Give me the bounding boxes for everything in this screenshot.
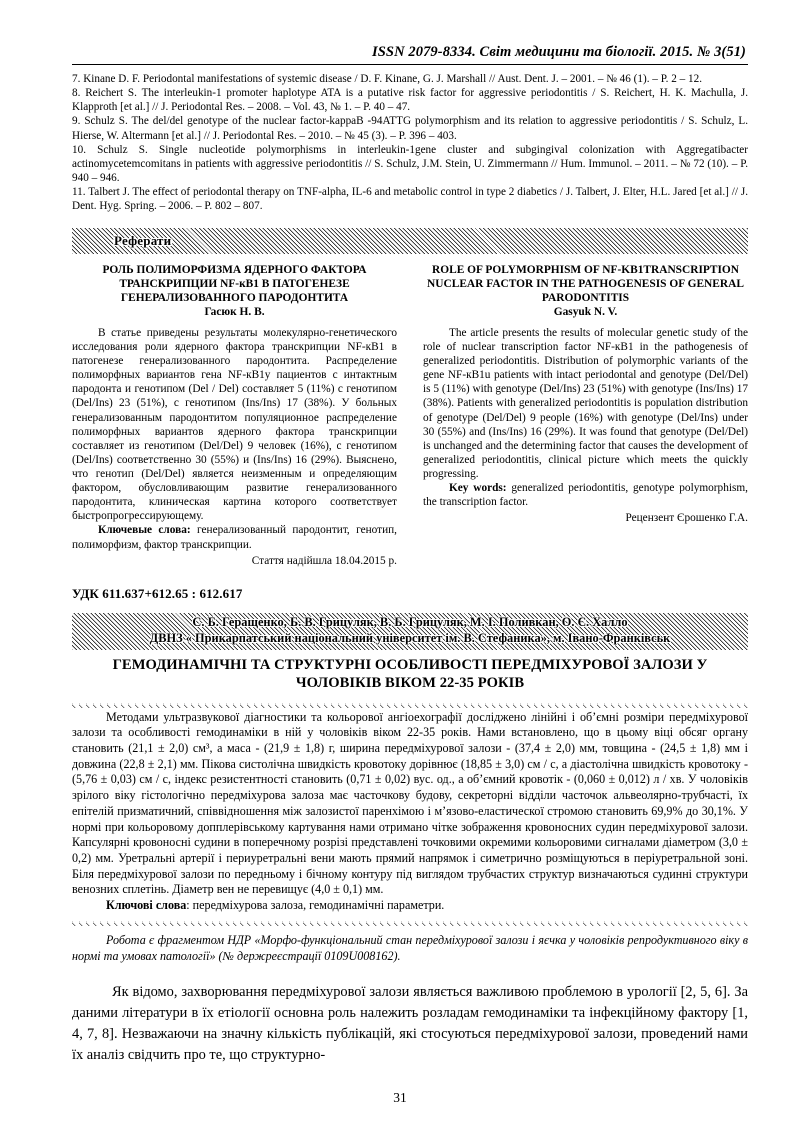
separator-zigzag-top xyxy=(72,701,748,708)
author-names: С. Б. Геращенко, Б. В. Грицуляк, В. Б. Грицуляк, М. І. Поливкан, О. Є. Халло xyxy=(192,614,628,629)
abstract-keywords-ru xyxy=(72,523,397,551)
abstract-title-en: ROLE OF POLYMORPHISM OF NF-KB1TRANSCRIPTION NUCLEAR FACTOR IN THE PATHOGENESIS OF GENERAL PARODONTITIS xyxy=(427,263,744,304)
author-affiliation: ДВНЗ « Прикарпатський національний університет ім. В. Стефаника», м. Івано-Франківськ xyxy=(149,630,671,645)
header-rule xyxy=(72,64,748,65)
abstracts-columns xyxy=(72,263,748,568)
abstract-keywords-text-en: generalized periodontitis, genotype polymorphism, the transcription factor. xyxy=(423,482,749,509)
abstract-author-en: Gasyuk N. V. xyxy=(553,306,618,319)
abstract-column-en xyxy=(423,263,748,568)
abstract-body-ru: В статье приведены результаты молекулярно-генетического исследования роли ядерного фактора транскрипции NF-кВ1 в патогенезе генерализованного пародонтита. Распределение полиморфных вариантов гена NF-кВ1у пациентов с интактным пародонта и генотипом (Del / Del) составляет 5 (11%) с генотипом (Del/Ins) 23 (51%), с генотипом (Ins/Ins) 17 (38%). У больных генерализованным пародонтитом популяционное распределение полиморфных вариантов ядерного фактора транскрипции составляет из генотипом (Del/Del) 9 человек (16%), с генотипом (Del/Ins) соответственно 30 (55%) и (Ins/Ins) 16 (29%). Выяснено, что генотип (Del/Del) является неизменным и определяющим фактором, обусловливающим развитие генерализованного пародонтита, клиническая картина которого соответствует быстропрогрессирующему. xyxy=(72,326,397,523)
reference-item: 7. Kinane D. F. Periodontal manifestations of systemic disease / D. F. Kinane, G. J. Marshall // Aust. Dent. J. – 2001. – № 46 (1). – P. 2 – 12. xyxy=(72,72,703,85)
udc-code: УДК 611.637+612.65 : 612.617 xyxy=(72,585,243,601)
abstract-keywords-text-ru: генерализованный пародонтит, генотип, полиморфизм, фактор транскрипции. xyxy=(72,524,398,551)
reference-item: 10. Schulz S. Single nucleotide polymorphisms in interleukin-1gene cluster and subgingival colonization with Aggregatibacter actinomycetemcomitans in patients with aggressive periodontitis // S. Schulz, J.M. Stein, U. Zimmermann // Hum. Immunol. – 2011. – № 72 (10). – P. 940 – 946. xyxy=(72,143,748,185)
abstract-title-ru: РОЛЬ ПОЛИМОРФИЗМА ЯДЕРНОГО ФАКТОРА ТРАНСКРИПЦИИ NF-кВ1 В ПАТОГЕНЕЗЕ ГЕНЕРАЛИЗОВАННОГО ПАРОДОНТИТА xyxy=(102,263,367,304)
separator-zigzag-bottom xyxy=(72,919,748,926)
article-keywords-text: : передміхурова залоза, гемодинамічні параметри. xyxy=(186,898,445,913)
reference-item: 11. Talbert J. The effect of periodontal therapy on TNF-alpha, IL-6 and metabolic control in type 2 diabetics / J. Talbert, J. Elter, H.L. Jared [et al.] // J. Dent. Hyg. Spring. – 2006. – P. 802 – 807. xyxy=(72,186,748,213)
grant-note: Робота є фрагментом НДР «Морфо-функціональний стан передміхурової залози і яєчка у чоловіків репродуктивного віку в нормі та умовах патології» (№ держреєстрації 0109U008162). xyxy=(72,932,748,963)
article-keywords-label: Ключові слова xyxy=(106,898,187,913)
reference-item: 8. Reichert S. The interleukin-1 promoter haplotype ATA is a putative risk factor for aggressive periodontitis / S. Reichert, H. K. Machulla, J. Klapproth [et al.] // J. Periodontal Res. – 2008. – Vol. 43, № 1. – P. 40 – 47. xyxy=(72,87,748,114)
abstract-keywords-label-en: Key words: xyxy=(449,482,507,495)
references-list xyxy=(72,72,748,214)
page-number: 31 xyxy=(393,1090,407,1105)
abstract-footer-ru: Стаття надійшла 18.04.2015 р. xyxy=(251,554,397,567)
abstract-body-en: The article presents the results of molecular genetic study of the role of nuclear transcription factor NF-кB1 in the pathogenesis of generalized periodontitis. Distribution of polymorphic variants of the gene NF-кB1u patients with intact periodontal and genotype (Del/Del) is 5 (11%) with genotype (Del/Ins) 23 (51%) with genotype (Ins/Ins) 17 (38%). Patients with generalized periodontitis is population distribution of genotype (Del/Del) 9 people (16%) with genotype (Del/Ins) under 30 (55%) and (Ins/Ins) 16 (29%). It was found that genotype (Del/Del) is unchanged and the determining factor that causes the development of generalized periodontitis, clinical picture which meets the quickly progressing. xyxy=(423,326,748,480)
article-body-paragraph: Як відомо, захворювання передміхурової залози являється важливою проблемою в урології [2, 5, 6]. За даними літератури в їх етіології основна роль належить розладам гемодинаміки та інфекційному фактору [1, 4, 7, 8]. Незважаючи на значну кількість публікацій, які стосуються передміхурової залози, проведений нами їх аналіз свідчить про те, що структурно- xyxy=(72,983,748,1063)
abstract-keywords-en xyxy=(423,481,748,509)
abstract-footer-en: Рецензент Єрошенко Г.А. xyxy=(625,512,748,525)
article-title: ГЕМОДИНАМІЧНІ ТА СТРУКТУРНІ ОСОБЛИВОСТІ ПЕРЕДМІХУРОВОЇ ЗАЛОЗИ У ЧОЛОВІКІВ ВІКОМ 22-35 РОКІВ xyxy=(112,656,708,692)
article-abstract: Методами ультразвукової діагностики та кольорової ангіоехографії досліджено лінійні і об’ємні розміри передміхурової залози та особливості гемодинаміки в ній у чоловіків віком 22-35 років. Нами встановлено, що в цьому віці обсяг органу становить (21,1 ± 2,0) см³, а маса - (21,9 ± 1,8) г, ширина передміхурової залози - (37,4 ± 2,0) мм, товщина - (24,5 ± 1,8) мм і довжина (22,8 ± 2,1) мм. Пікова систолічна швидкість кровотоку дорівнює (18,85 ± 3,0) см / с, а діастолічна швидкість кровотоку - (5,76 ± 0,03) см / с, індекс резистентності становить (0,71 ± 0,02) вус. од., а об’ємний кровотік - (0,060 ± 0,012) л / хв. У чоловіків зрілого віку гістологічно передміхурова залоза має часточкову будову, секреторні відділи часточок альвеолярно-трубчасті, їх епітелій призматичний, співвідношення між залозистої паренхімою і м’язово-еластическої стромою становить 69,9% до 30,1%. У нормі при кольоровому допплерівському картування нами отримано чітке зображення кровоносних судин передміхурової залози. Капсулярні кровоносні судини в поперечному розрізі представлені точковими окремими кольоровими сигналами діаметром (3,0 ± 0,2) мм. Уретральні артерії і периуретральні вени мають прямий напрямок і симетрично розміщуються в періуретральной зоні. Біля передміхурової залози по передньому і бічному контуру під виглядом трубчастих структур визначаються судинні структури венозних сплетінь. Діаметр вен не перевищує (4,0 ± 0,1) мм. xyxy=(72,709,748,897)
abstract-author-ru: Гасюк Н. В. xyxy=(204,306,265,319)
article-keywords xyxy=(72,898,748,914)
abstract-column-ru xyxy=(72,263,397,568)
reference-item: 9. Schulz S. The del/del genotype of the nuclear factor-kappaB -94ATTG polymorphism and its relation to aggressive periodontitis / S. Schulz, L. Hierse, W. Altermann [et al.] // J. Periodontal Res. – 2010. – № 45 (3). – P. 396 – 403. xyxy=(72,115,748,142)
abstract-keywords-label-ru: Ключевые слова: xyxy=(98,524,191,537)
author-banner xyxy=(72,613,748,650)
section-banner-abstracts xyxy=(72,228,748,254)
section-banner-label: Реферати xyxy=(114,232,172,248)
running-head: ISSN 2079-8334. Світ медицини та біології. 2015. № 3(51) xyxy=(372,44,746,60)
